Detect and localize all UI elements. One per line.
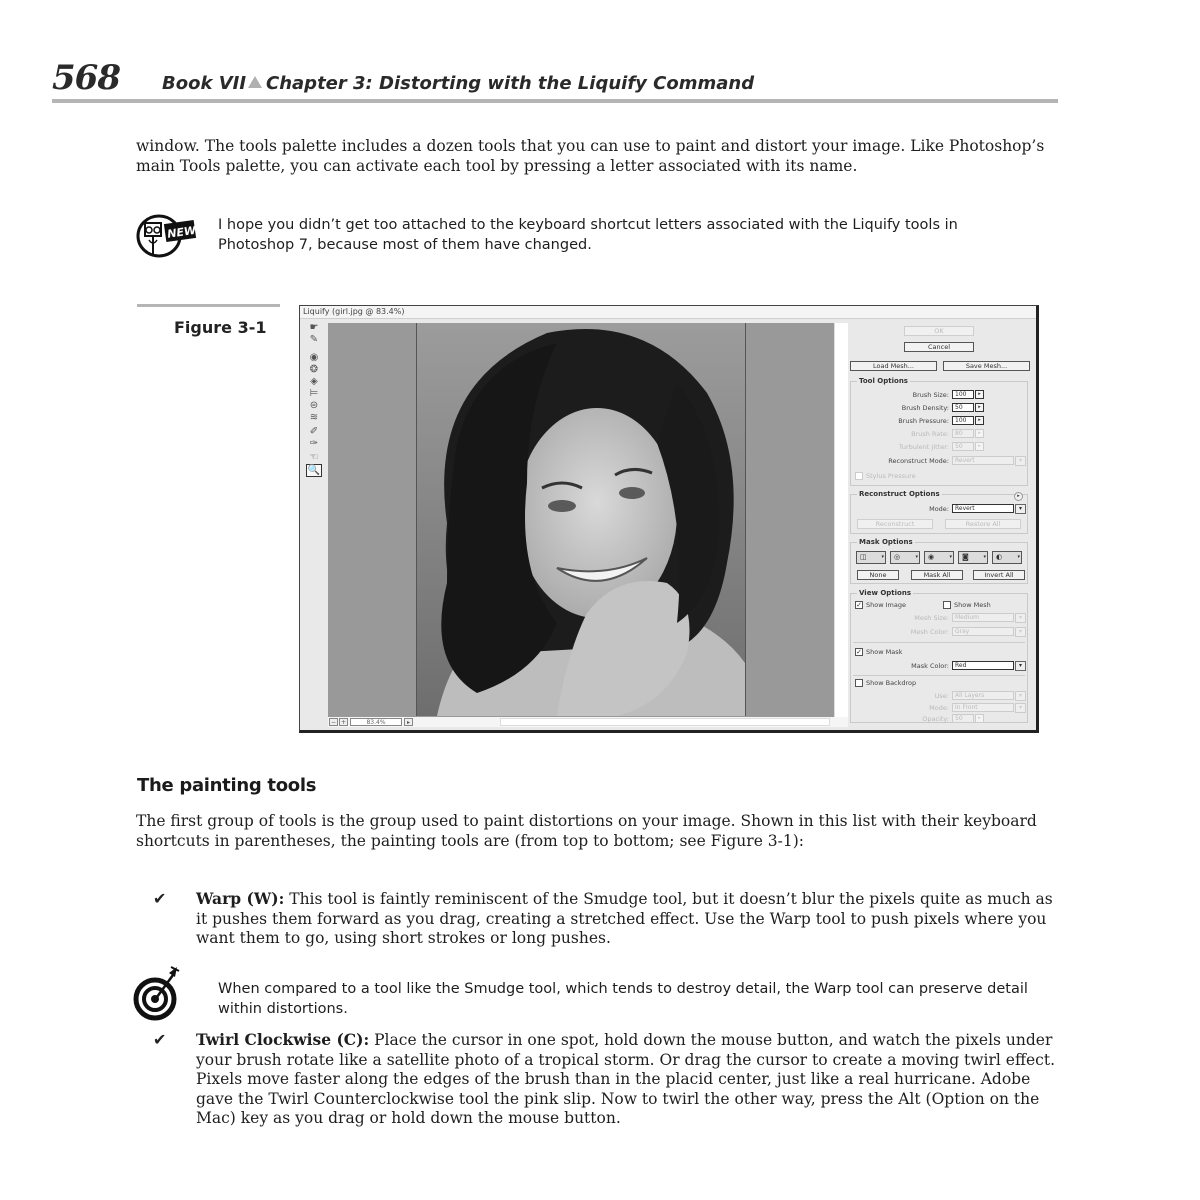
show-image-checkbox[interactable]: ✓ — [856, 601, 862, 609]
view-options-title: View Options — [859, 589, 912, 597]
load-mesh-button[interactable]: Load Mesh... — [850, 361, 937, 371]
list-item-text: Place the cursor in one spot, hold down the mouse button, and watch the pixels under your brush rotate like a satellite photo of a tropical storm. Or drag the cursor to create a moving twirl effect. Pixels move faster along the edges of the brush than in the placid center, just like a real hurricane. Adobe gave the Twirl Counterclockwise tool the pink slip. Now to twirl the other way, press the Alt (Option on the Mac) key as you drag or hold down the mouse button. — [196, 1031, 1055, 1127]
list-item-term: Warp (W): — [196, 889, 285, 908]
brush-size-field[interactable]: 100 — [952, 390, 974, 399]
tip-target-icon — [133, 963, 183, 1021]
figure-label: Figure 3-1 — [174, 318, 267, 337]
list-item-warp — [196, 889, 1056, 949]
mesh-color-label: Mesh Color: — [910, 628, 949, 636]
preview-canvas[interactable] — [328, 323, 834, 717]
twirl-clockwise-tool-icon[interactable]: ◉ — [309, 352, 319, 363]
push-left-tool-icon[interactable]: ⊨ — [309, 388, 319, 399]
backdrop-opacity-field[interactable]: 50 — [952, 714, 974, 723]
ok-button[interactable]: OK — [904, 326, 974, 336]
turbulent-jitter-label: Turbulent Jitter: — [898, 443, 949, 451]
chapter-title: Chapter 3: Distorting with the Liquify Command — [266, 73, 755, 94]
show-mesh-label: Show Mesh — [954, 601, 991, 609]
mirror-tool-icon[interactable]: ⊜ — [309, 400, 319, 411]
show-mask-label: Show Mask — [866, 648, 903, 656]
reconstruct-options-title: Reconstruct Options — [859, 490, 940, 498]
turbulence-tool-icon[interactable]: ≋ — [309, 412, 319, 423]
show-backdrop-label: Show Backdrop — [866, 679, 917, 687]
reconstruct-mode-select-2[interactable]: Revert — [952, 504, 1014, 513]
freeze-mask-tool-icon[interactable]: ✐ — [309, 426, 319, 437]
brush-pressure-label: Brush Pressure: — [898, 417, 949, 425]
new-note-text: I hope you didn’t get too attached to the keyboard shortcut letters associated with the Liquify tools in Photoshop 7, because most of them have changed. — [218, 217, 958, 253]
chevron-down-icon[interactable]: ▾ — [1015, 613, 1026, 623]
turbulent-jitter-arrow-icon[interactable]: ▸ — [975, 442, 984, 451]
backdrop-use-select[interactable]: All Layers — [952, 691, 1014, 700]
dialog-title-bar: Liquify (girl.jpg @ 83.4%) — [300, 306, 1036, 319]
header-rule — [52, 99, 1058, 103]
divider — [853, 642, 1025, 643]
show-backdrop-checkbox[interactable] — [855, 679, 863, 687]
chevron-down-icon[interactable]: ▾ — [1015, 661, 1026, 671]
stylus-pressure-label: Stylus Pressure — [866, 472, 916, 480]
subtract-from-selection-icon[interactable]: ◉ ▾ — [924, 551, 954, 564]
liquify-dialog — [299, 305, 1039, 733]
reconstruct-mode-label-2: Mode: — [929, 505, 949, 513]
show-mask-checkbox[interactable]: ✓ — [856, 648, 862, 656]
tip-text: When compared to a tool like the Smudge tool, which tends to destroy detail, the Warp tool can preserve detail within distortions. — [218, 981, 1028, 1017]
pucker-tool-icon[interactable]: ❂ — [309, 364, 319, 375]
checkmark-bullet-icon: ✔ — [153, 889, 167, 908]
chevron-down-icon[interactable]: ▾ — [1015, 691, 1026, 701]
reconstruct-menu-arrow-icon[interactable]: ▸ — [1014, 492, 1023, 501]
chevron-down-icon[interactable]: ▾ — [1015, 627, 1026, 637]
triangle-separator-icon — [248, 76, 262, 88]
mesh-color-select[interactable]: Gray — [952, 627, 1014, 636]
zoom-level-field[interactable]: 83.4% — [350, 718, 402, 726]
tool-options-group — [850, 377, 1028, 486]
checkmark-bullet-icon: ✔ — [153, 1030, 167, 1049]
divider — [853, 675, 1025, 676]
book-label: Book VII — [162, 73, 247, 94]
new-feature-icon — [135, 210, 197, 260]
backdrop-mode-label: Mode: — [929, 704, 949, 712]
status-bar — [328, 717, 848, 727]
invert-selection-icon[interactable]: ◐ ▾ — [992, 551, 1022, 564]
thaw-mask-tool-icon[interactable]: ✑ — [309, 438, 319, 449]
backdrop-use-label: Use: — [934, 692, 949, 700]
running-head — [162, 73, 754, 94]
reconstruct-tool-icon[interactable]: ✎ — [309, 334, 319, 345]
show-mesh-checkbox[interactable] — [943, 601, 951, 609]
page-number: 568 — [52, 58, 120, 98]
invert-all-button[interactable]: Invert All — [973, 570, 1025, 580]
brush-pressure-arrow-icon[interactable]: ▸ — [975, 416, 984, 425]
section-paragraph: The first group of tools is the group used to paint distortions on your image. Shown in this list with their keyboard shortcuts in parentheses, the painting tools are (from top to bottom; see Figure 3-1): — [136, 812, 1037, 850]
intersect-selection-icon[interactable]: ◙ ▾ — [958, 551, 988, 564]
bloat-tool-icon[interactable]: ◈ — [310, 376, 318, 387]
reconstruct-mode-label: Reconstruct Mode: — [888, 457, 949, 465]
zoom-in-button[interactable]: + — [340, 719, 347, 726]
brush-size-arrow-icon[interactable]: ▸ — [975, 390, 984, 399]
mask-options-group — [850, 538, 1028, 584]
mask-none-button[interactable]: None — [857, 570, 899, 580]
new-badge-text: NEW — [166, 223, 197, 241]
tool-options-title: Tool Options — [859, 377, 908, 385]
mask-color-label: Mask Color: — [911, 662, 949, 670]
zoom-out-button[interactable]: − — [330, 719, 337, 726]
mesh-size-label: Mesh Size: — [914, 614, 949, 622]
brush-density-arrow-icon[interactable]: ▸ — [975, 403, 984, 412]
mask-options-title: Mask Options — [859, 538, 913, 546]
brush-rate-label: Brush Rate: — [911, 430, 949, 438]
save-mesh-button[interactable]: Save Mesh... — [943, 361, 1030, 371]
options-panel — [848, 320, 1034, 728]
show-image-label: Show Image — [866, 601, 906, 609]
list-item-term: Twirl Clockwise (C): — [196, 1030, 370, 1049]
forward-warp-tool-icon[interactable]: ☛ — [309, 322, 319, 333]
hand-tool-icon[interactable]: ☜ — [309, 452, 319, 463]
chevron-down-icon[interactable]: ▾ — [1015, 456, 1026, 466]
mask-all-button[interactable]: Mask All — [911, 570, 963, 580]
brush-pressure-field[interactable]: 100 — [952, 416, 974, 425]
cancel-button[interactable]: Cancel — [904, 342, 974, 352]
opacity-arrow-icon[interactable]: ▸ — [975, 714, 984, 723]
restore-all-button[interactable]: Restore All — [945, 519, 1021, 529]
brush-density-field[interactable]: 50 — [952, 403, 974, 412]
brush-rate-field[interactable]: 80 — [952, 429, 974, 438]
stylus-pressure-checkbox[interactable] — [855, 472, 863, 480]
mask-color-select[interactable]: Red — [952, 661, 1014, 670]
view-options-group — [850, 589, 1028, 723]
brush-size-label: Brush Size: — [912, 391, 949, 399]
replace-selection-icon[interactable]: ◫ ▾ — [856, 551, 886, 564]
list-item-text: This tool is faintly reminiscent of the Smudge tool, but it doesn’t blur the pixels quite as much as it pushes them forward as you drag, creating a stretched effect. Use the Warp tool to push pixels where you want them to go, using short strokes or long pushes. — [196, 890, 1053, 947]
reconstruct-mode-select[interactable]: Revert — [952, 456, 1014, 465]
chevron-down-icon[interactable]: ▾ — [1015, 703, 1026, 713]
backdrop-opacity-label: Opacity: — [922, 715, 949, 723]
brush-density-label: Brush Density: — [901, 404, 949, 412]
portrait-photo — [416, 323, 746, 716]
section-heading: The painting tools — [137, 775, 317, 796]
mesh-size-select[interactable]: Medium — [952, 613, 1014, 622]
brush-rate-arrow-icon[interactable]: ▸ — [975, 429, 984, 438]
figure-rule — [137, 304, 280, 307]
chevron-down-icon[interactable]: ▾ — [1015, 504, 1026, 514]
intro-paragraph: window. The tools palette includes a dozen tools that you can use to paint and distort your image. Like Photoshop’s main Tools palette, you can activate each tool by pressing a letter associated with its name. — [136, 137, 1045, 175]
backdrop-mode-select[interactable]: In Front — [952, 703, 1014, 712]
add-to-selection-icon[interactable]: ◎ ▾ — [890, 551, 920, 564]
turbulent-jitter-field[interactable]: 50 — [952, 442, 974, 451]
zoom-menu-arrow-icon[interactable]: ▸ — [404, 718, 413, 726]
horizontal-scrollbar[interactable] — [500, 718, 830, 726]
liquify-toolbox — [304, 322, 324, 482]
reconstruct-options-group — [850, 490, 1028, 534]
zoom-tool-icon[interactable]: 🔍 — [307, 465, 321, 476]
reconstruct-button[interactable]: Reconstruct — [857, 519, 933, 529]
vertical-scrollbar[interactable] — [834, 323, 848, 717]
list-item-twirl — [196, 1030, 1058, 1129]
